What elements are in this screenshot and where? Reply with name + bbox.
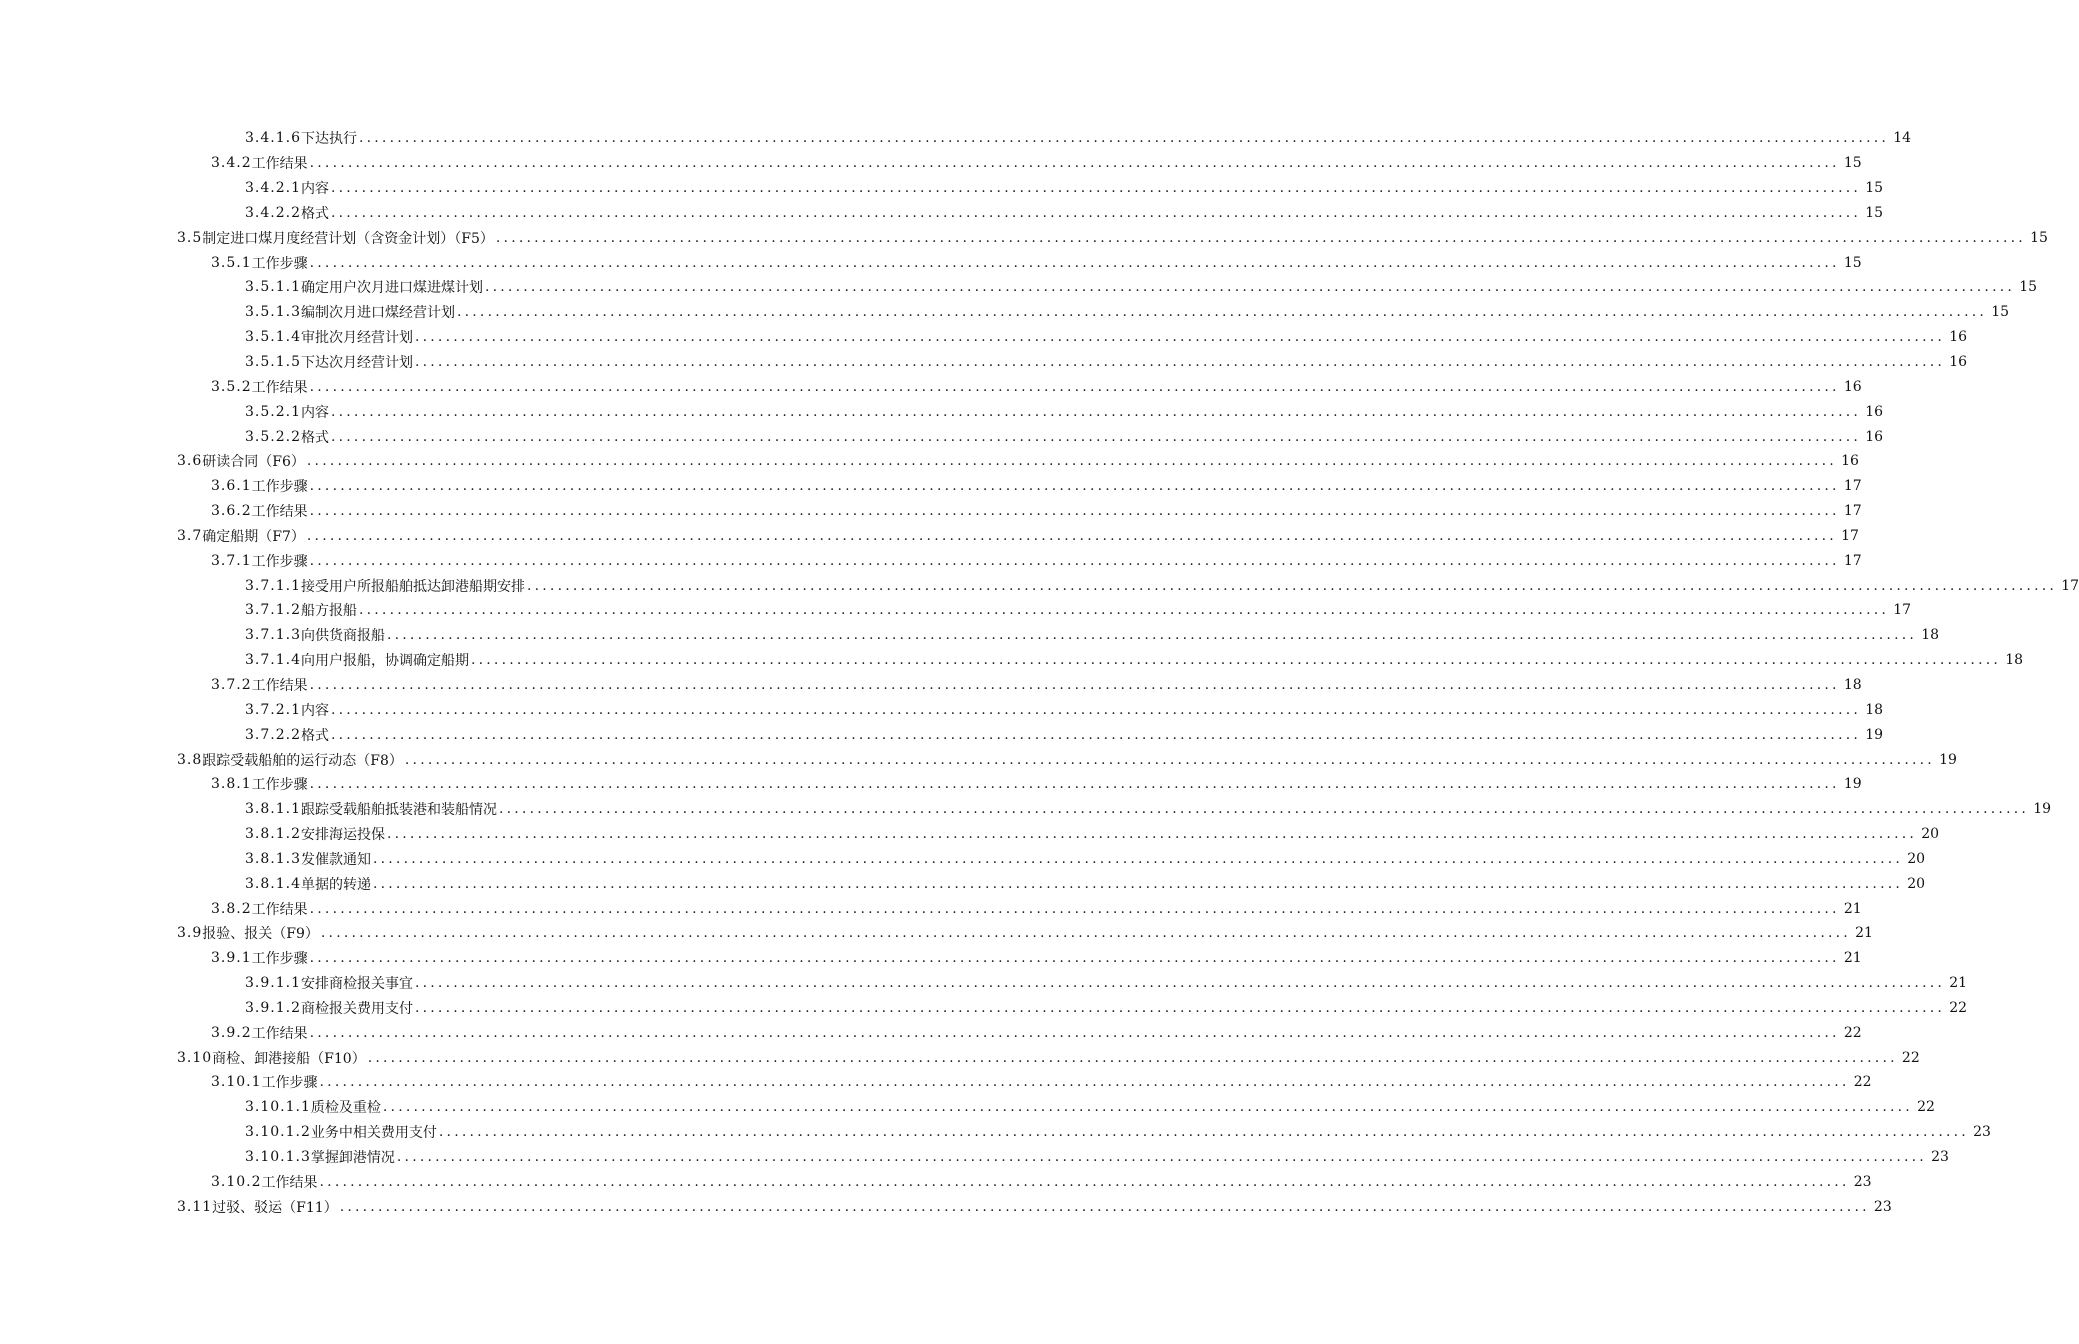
toc-entry[interactable] <box>0 747 1957 772</box>
toc-entry-page: 16 <box>1949 329 1968 346</box>
toc-entry-page: 15 <box>1865 204 1884 221</box>
toc-entry-number: 3.5.1.5 <box>245 354 301 371</box>
toc-entry[interactable] <box>0 225 2048 250</box>
toc-dot-leader: ........................................................................................................................................................................................................ <box>319 1074 1850 1091</box>
toc-entry-page: 20 <box>1907 875 1926 892</box>
toc-entry-number: 3.7.2 <box>211 676 252 693</box>
toc-entry[interactable] <box>0 424 1884 449</box>
toc-entry[interactable] <box>0 1095 1935 1120</box>
toc-entry-page: 19 <box>1865 726 1884 743</box>
toc-dot-leader: ........................................................................................................................................................................................................ <box>438 1124 1969 1141</box>
toc-dot-leader: ........................................................................................................................................................................................................ <box>309 503 1840 520</box>
toc-dot-leader: ........................................................................................................................................................................................................ <box>358 602 1890 619</box>
toc-entry[interactable] <box>0 722 1884 747</box>
toc-entry[interactable] <box>0 896 1862 921</box>
toc-entry-page: 21 <box>1843 950 1862 967</box>
toc-entry-page: 23 <box>1931 1149 1949 1166</box>
toc-entry-page: 15 <box>2030 229 2048 246</box>
toc-entry[interactable] <box>0 499 1862 524</box>
toc-entry-page: 15 <box>2019 279 2038 296</box>
toc-entry[interactable] <box>0 151 1862 176</box>
toc-entry-title: 下达执行 <box>300 131 357 148</box>
toc-entry-number: 3.6.2 <box>211 503 252 520</box>
toc-entry-page: 16 <box>1843 378 1862 395</box>
toc-entry-title: 船方报船 <box>300 603 357 620</box>
toc-entry-title: 审批次月经营计划 <box>300 330 413 347</box>
toc-entry-title: 内容 <box>300 702 329 719</box>
toc-dot-leader: ........................................................................................................................................................................................................ <box>330 180 1862 197</box>
toc-entry[interactable] <box>0 946 1862 971</box>
toc-entry-number: 3.7 <box>177 527 203 544</box>
toc-dot-leader: ........................................................................................................................................................................................................ <box>330 204 1862 221</box>
toc-dot-leader: ........................................................................................................................................................................................................ <box>484 279 2016 296</box>
toc-entry-number: 3.9 <box>177 925 203 942</box>
toc-entry[interactable] <box>0 300 2010 325</box>
toc-entry[interactable] <box>0 374 1862 399</box>
toc-entry[interactable] <box>0 673 1862 698</box>
toc-dot-leader: ........................................................................................................................................................................................................ <box>309 378 1840 395</box>
toc-entry-page: 22 <box>1917 1099 1935 1116</box>
toc-entry-title: 向供货商报船 <box>300 628 385 645</box>
toc-dot-leader: ........................................................................................................................................................................................................ <box>330 701 1862 718</box>
toc-entry[interactable] <box>0 623 1940 648</box>
toc-entry-number: 3.7.1.2 <box>245 602 301 619</box>
toc-entry-title: 工作步骤 <box>251 553 308 570</box>
toc-entry-title: 跟踪受载船舶抵装港和装船情况 <box>300 802 497 819</box>
toc-entry-number: 3.8.1.3 <box>245 850 301 867</box>
toc-entry-title: 工作结果 <box>251 379 308 396</box>
toc-entry-page: 16 <box>1949 354 1968 371</box>
toc-dot-leader: ........................................................................................................................................................................................................ <box>414 354 1946 371</box>
toc-dot-leader: ........................................................................................................................................................................................................ <box>330 726 1862 743</box>
toc-dot-leader: ........................................................................................................................................................................................................ <box>309 950 1840 967</box>
toc-entry-number: 3.5.1.1 <box>245 279 301 296</box>
toc-entry-title: 格式 <box>300 205 329 222</box>
toc-entry-page: 19 <box>2033 801 2052 818</box>
toc-dot-leader: ........................................................................................................................................................................................................ <box>309 676 1840 693</box>
toc-dot-leader: ........................................................................................................................................................................................................ <box>330 428 1862 445</box>
toc-entry-title: 单据的转递 <box>300 876 371 893</box>
toc-entry-page: 19 <box>1939 751 1957 768</box>
toc-entry[interactable] <box>0 548 1862 573</box>
toc-entry-page: 20 <box>1921 826 1940 843</box>
toc-entry[interactable] <box>0 598 1912 623</box>
toc-entry-number: 3.10.1.3 <box>245 1149 311 1166</box>
toc-dot-leader: ........................................................................................................................................................................................................ <box>404 751 1935 768</box>
toc-entry[interactable] <box>0 250 1862 275</box>
toc-entry-title: 商检、卸港接船（F10） <box>212 1050 366 1067</box>
toc-entry-page: 17 <box>1893 602 1912 619</box>
toc-entry-number: 3.8.1 <box>211 776 252 793</box>
toc-dot-leader: ........................................................................................................................................................................................................ <box>306 527 1837 544</box>
toc-entry[interactable] <box>0 697 1884 722</box>
toc-entry-number: 3.7.1.3 <box>245 627 301 644</box>
toc-entry-page: 16 <box>1865 428 1884 445</box>
toc-dot-leader: ........................................................................................................................................................................................................ <box>309 776 1840 793</box>
toc-entry-number: 3.7.1.4 <box>245 652 301 669</box>
toc-dot-leader: ........................................................................................................................................................................................................ <box>309 155 1840 172</box>
toc-entry-number: 3.4.2.1 <box>245 180 301 197</box>
toc-entry-title: 跟踪受载船舶的运行动态（F8） <box>202 752 403 769</box>
toc-entry-number: 3.6.1 <box>211 478 252 495</box>
toc-dot-leader: ........................................................................................................................................................................................................ <box>309 552 1840 569</box>
toc-entry-page: 17 <box>1843 552 1862 569</box>
toc-entry[interactable] <box>0 921 1873 946</box>
toc-entry-page: 23 <box>1973 1124 1991 1141</box>
toc-entry-title: 向用户报船，协调确定船期 <box>300 653 469 670</box>
toc-entry[interactable] <box>0 126 1912 151</box>
toc-entry[interactable] <box>0 325 1968 350</box>
toc-entry-page: 15 <box>1991 304 2010 321</box>
toc-dot-leader: ........................................................................................................................................................................................................ <box>309 900 1840 917</box>
toc-entry-number: 3.5 <box>177 229 203 246</box>
toc-entry[interactable] <box>0 399 1884 424</box>
table-of-contents <box>0 126 2079 1219</box>
toc-dot-leader: ........................................................................................................................................................................................................ <box>414 975 1946 992</box>
toc-entry-page: 23 <box>1853 1173 1872 1190</box>
toc-entry[interactable] <box>0 1169 1872 1194</box>
toc-entry[interactable] <box>0 1145 1949 1170</box>
toc-entry-title: 工作结果 <box>251 504 308 521</box>
toc-entry[interactable] <box>0 1120 1991 1145</box>
toc-entry[interactable] <box>0 1020 1862 1045</box>
toc-entry-number: 3.10.2 <box>211 1173 262 1190</box>
toc-entry-title: 掌握卸港情况 <box>310 1150 395 1167</box>
toc-entry[interactable] <box>0 201 1884 226</box>
toc-entry[interactable] <box>0 1070 1872 1095</box>
toc-entry-number: 3.9.1 <box>211 950 252 967</box>
toc-entry[interactable] <box>0 996 1968 1021</box>
toc-entry-title: 研读合同（F6） <box>202 454 305 471</box>
toc-entry-page: 21 <box>1949 975 1968 992</box>
toc-entry-page: 14 <box>1893 130 1912 147</box>
toc-entry-title: 工作步骤 <box>261 1075 318 1092</box>
toc-entry-number: 3.4.2 <box>211 155 252 172</box>
toc-entry-title: 工作结果 <box>251 156 308 173</box>
toc-entry-number: 3.5.1.4 <box>245 329 301 346</box>
toc-dot-leader: ........................................................................................................................................................................................................ <box>309 478 1840 495</box>
toc-entry[interactable] <box>0 822 1940 847</box>
toc-entry-title: 质检及重检 <box>310 1100 381 1117</box>
toc-entry-page: 16 <box>1865 403 1884 420</box>
toc-dot-leader: ........................................................................................................................................................................................................ <box>456 304 1988 321</box>
toc-entry-number: 3.5.2.2 <box>245 428 301 445</box>
toc-dot-leader: ........................................................................................................................................................................................................ <box>386 826 1918 843</box>
toc-entry-title: 制定进口煤月度经营计划（含资金计划）（F5） <box>202 230 494 247</box>
toc-entry-title: 接受用户所报船舶抵达卸港船期安排 <box>300 578 525 595</box>
toc-entry-number: 3.8.1.2 <box>245 826 301 843</box>
toc-entry[interactable] <box>0 846 1926 871</box>
toc-dot-leader: ........................................................................................................................................................................................................ <box>309 1024 1840 1041</box>
toc-dot-leader: ........................................................................................................................................................................................................ <box>309 254 1840 271</box>
toc-dot-leader: ........................................................................................................................................................................................................ <box>382 1099 1913 1116</box>
toc-entry-page: 17 <box>1843 503 1862 520</box>
toc-dot-leader: ........................................................................................................................................................................................................ <box>372 875 1904 892</box>
toc-entry-title: 格式 <box>300 727 329 744</box>
toc-entry-page: 22 <box>1843 1024 1862 1041</box>
toc-entry-page: 18 <box>1865 701 1884 718</box>
toc-entry-number: 3.10.1 <box>211 1074 262 1091</box>
toc-entry-page: 16 <box>1841 453 1859 470</box>
toc-entry-number: 3.8.2 <box>211 900 252 917</box>
toc-entry[interactable] <box>0 350 1968 375</box>
toc-dot-leader: ........................................................................................................................................................................................................ <box>498 801 2030 818</box>
toc-dot-leader: ........................................................................................................................................................................................................ <box>526 577 2058 594</box>
toc-entry-number: 3.9.1.1 <box>245 975 301 992</box>
toc-entry-title: 发催款通知 <box>300 851 371 868</box>
toc-entry-title: 安排商检报关事宜 <box>300 976 413 993</box>
toc-entry-title: 工作结果 <box>261 1174 318 1191</box>
toc-entry-title: 工作结果 <box>251 1025 308 1042</box>
toc-entry-page: 20 <box>1907 850 1926 867</box>
toc-entry-number: 3.5.2 <box>211 378 252 395</box>
toc-entry-title: 格式 <box>300 429 329 446</box>
toc-entry[interactable] <box>0 176 1884 201</box>
toc-dot-leader: ........................................................................................................................................................................................................ <box>414 329 1946 346</box>
toc-entry-number: 3.4.1.6 <box>245 130 301 147</box>
toc-entry-number: 3.5.1 <box>211 254 252 271</box>
toc-entry[interactable] <box>0 797 2052 822</box>
toc-dot-leader: ........................................................................................................................................................................................................ <box>306 453 1837 470</box>
toc-dot-leader: ........................................................................................................................................................................................................ <box>495 229 2026 246</box>
toc-entry-page: 19 <box>1843 776 1862 793</box>
toc-entry-number: 3.7.1.1 <box>245 577 301 594</box>
toc-entry-title: 内容 <box>300 404 329 421</box>
toc-entry-page: 22 <box>1949 999 1968 1016</box>
toc-entry-page: 21 <box>1855 925 1873 942</box>
toc-entry[interactable] <box>0 449 1859 474</box>
toc-entry-number: 3.5.1.3 <box>245 304 301 321</box>
toc-entry-title: 业务中相关费用支付 <box>310 1125 437 1142</box>
toc-entry-number: 3.10.1.2 <box>245 1124 311 1141</box>
toc-entry-number: 3.7.2.2 <box>245 726 301 743</box>
toc-entry-number: 3.8.1.1 <box>245 801 301 818</box>
toc-entry-page: 17 <box>2061 577 2079 594</box>
toc-entry-page: 17 <box>1841 527 1859 544</box>
toc-entry-page: 15 <box>1843 155 1862 172</box>
toc-entry[interactable] <box>0 648 2024 673</box>
toc-entry-page: 17 <box>1843 478 1862 495</box>
toc-dot-leader: ........................................................................................................................................................................................................ <box>367 1049 1898 1066</box>
toc-entry-page: 22 <box>1901 1049 1920 1066</box>
toc-entry-title: 内容 <box>300 181 329 198</box>
toc-dot-leader: ........................................................................................................................................................................................................ <box>372 850 1904 867</box>
toc-entry-number: 3.7.2.1 <box>245 701 301 718</box>
toc-entry-page: 15 <box>1843 254 1862 271</box>
toc-dot-leader: ........................................................................................................................................................................................................ <box>414 999 1946 1016</box>
toc-entry-page: 21 <box>1843 900 1862 917</box>
toc-entry-title: 工作结果 <box>251 901 308 918</box>
toc-entry-title: 确定船期（F7） <box>202 528 305 545</box>
toc-entry-number: 3.4.2.2 <box>245 204 301 221</box>
toc-entry-title: 工作步骤 <box>251 479 308 496</box>
toc-entry-number: 3.9.2 <box>211 1024 252 1041</box>
toc-entry-number: 3.8 <box>177 751 203 768</box>
toc-entry-title: 确定用户次月进口煤进煤计划 <box>300 280 483 297</box>
toc-entry-title: 工作步骤 <box>251 951 308 968</box>
toc-entry-number: 3.8.1.4 <box>245 875 301 892</box>
toc-entry[interactable] <box>0 871 1926 896</box>
toc-dot-leader: ........................................................................................................................................................................................................ <box>330 403 1862 420</box>
toc-entry[interactable] <box>0 474 1862 499</box>
toc-entry-number: 3.10.1.1 <box>245 1099 311 1116</box>
toc-dot-leader: ........................................................................................................................................................................................................ <box>339 1198 1870 1215</box>
toc-entry-title: 工作步骤 <box>251 255 308 272</box>
toc-entry-title: 下达次月经营计划 <box>300 355 413 372</box>
toc-dot-leader: ........................................................................................................................................................................................................ <box>320 925 1851 942</box>
toc-entry[interactable] <box>0 573 2079 598</box>
toc-entry-page: 18 <box>1843 676 1862 693</box>
toc-entry[interactable] <box>0 971 1968 996</box>
toc-entry-page: 18 <box>1921 627 1940 644</box>
toc-entry-number: 3.6 <box>177 453 203 470</box>
toc-entry-page: 15 <box>1865 180 1884 197</box>
toc-entry-title: 工作结果 <box>251 677 308 694</box>
toc-entry[interactable] <box>0 275 2038 300</box>
toc-entry-title: 报验、报关（F9） <box>202 926 319 943</box>
toc-entry-page: 23 <box>1873 1198 1892 1215</box>
toc-entry-number: 3.10 <box>177 1049 213 1066</box>
toc-entry-title: 商检报关费用支付 <box>300 1000 413 1017</box>
toc-entry-number: 3.5.2.1 <box>245 403 301 420</box>
toc-entry-title: 工作步骤 <box>251 777 308 794</box>
toc-entry-number: 3.7.1 <box>211 552 252 569</box>
toc-entry-title: 过驳、驳运（F11） <box>212 1199 338 1216</box>
toc-entry-number: 3.11 <box>177 1198 213 1215</box>
toc-entry-number: 3.9.1.2 <box>245 999 301 1016</box>
toc-entry[interactable] <box>0 1045 1920 1070</box>
toc-entry-title: 编制次月进口煤经营计划 <box>300 305 455 322</box>
toc-entry[interactable] <box>0 1194 1892 1219</box>
toc-dot-leader: ........................................................................................................................................................................................................ <box>386 627 1918 644</box>
toc-dot-leader: ........................................................................................................................................................................................................ <box>358 130 1890 147</box>
toc-entry-title: 安排海运投保 <box>300 827 385 844</box>
toc-dot-leader: ........................................................................................................................................................................................................ <box>319 1173 1850 1190</box>
toc-dot-leader: ........................................................................................................................................................................................................ <box>470 652 2002 669</box>
toc-entry-page: 18 <box>2005 652 2024 669</box>
toc-entry[interactable] <box>0 772 1862 797</box>
toc-entry[interactable] <box>0 524 1859 549</box>
toc-dot-leader: ........................................................................................................................................................................................................ <box>396 1149 1927 1166</box>
toc-entry-page: 22 <box>1853 1074 1872 1091</box>
